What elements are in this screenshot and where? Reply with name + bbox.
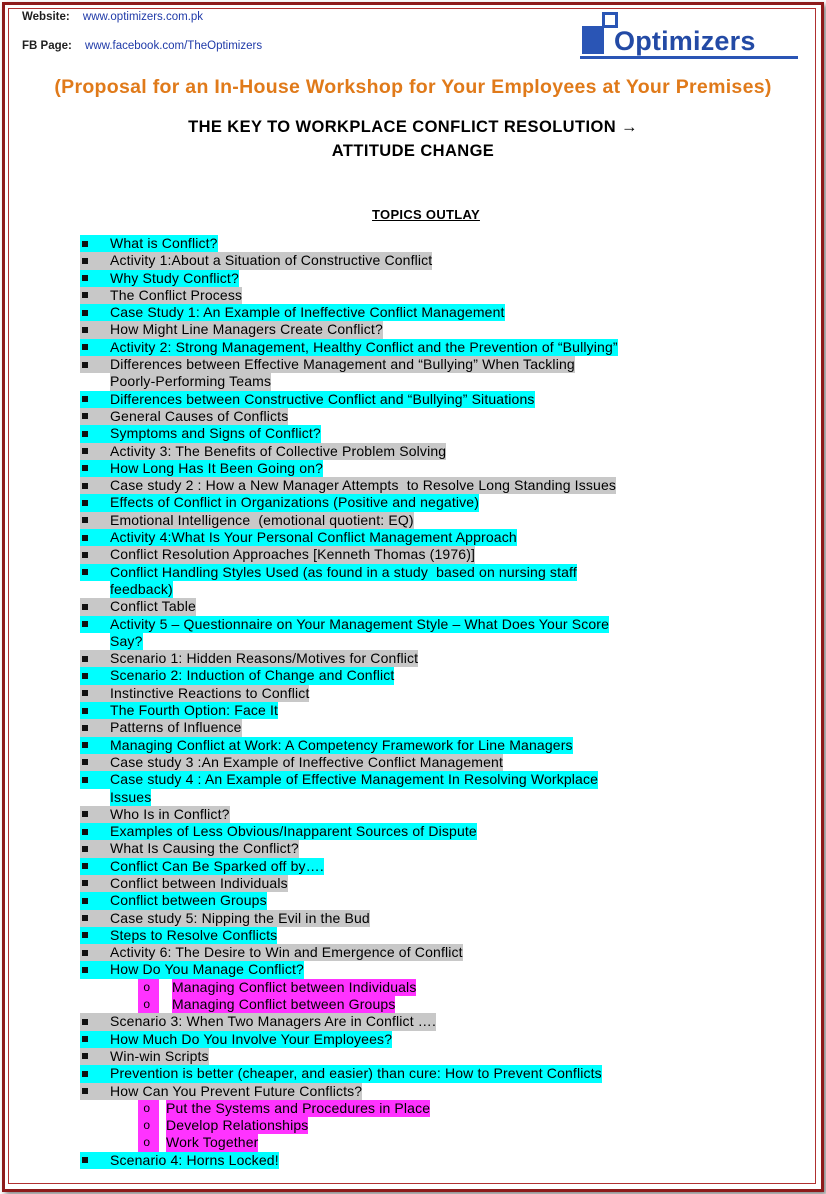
- topic-text: Case study 3 :An Example of Ineffective Conflict Management: [110, 753, 504, 770]
- topic-item: [80, 1031, 800, 1048]
- topic-text: How Much Do You Involve Your Employees?: [110, 1030, 393, 1047]
- square-bullet-icon: [82, 621, 88, 627]
- topic-text: Case Study 1: An Example of Ineffective Conflict Management: [110, 304, 505, 321]
- circle-bullet-icon: o: [138, 1100, 159, 1117]
- fb-page-label: FB Page:: [22, 40, 72, 52]
- topic-item: [80, 858, 800, 875]
- topic-item: [80, 1152, 800, 1169]
- square-bullet-icon: [82, 1157, 88, 1163]
- topic-item: [80, 339, 800, 356]
- square-bullet-icon: [82, 258, 88, 264]
- topic-item: [80, 754, 800, 771]
- topic-item: [80, 1065, 800, 1082]
- topic-item: [80, 304, 800, 321]
- square-bullet-icon: [82, 517, 88, 523]
- topic-item: [80, 408, 800, 425]
- square-bullet-icon: [82, 898, 88, 904]
- topic-text: Patterns of Influence: [110, 719, 242, 736]
- website-link[interactable]: www.optimizers.com.pk: [82, 11, 204, 23]
- topic-text: Scenario 4: Horns Locked!: [110, 1151, 279, 1168]
- logo-wordmark: Optimizers: [614, 26, 756, 56]
- square-bullet-icon: [82, 777, 88, 783]
- fb-page-line: [22, 40, 262, 52]
- topic-text: Case study 5: Nipping the Evil in the Bud: [110, 909, 370, 926]
- topic-text: Prevention is better (cheaper, and easier) than cure: How to Prevent Conflicts: [110, 1065, 602, 1082]
- title-line-2: ATTITUDE CHANGE: [331, 142, 495, 160]
- topic-item: [80, 823, 800, 840]
- square-bullet-icon: [82, 310, 88, 316]
- topic-item: [80, 667, 800, 684]
- topic-item: [80, 719, 800, 736]
- topic-item: [80, 927, 800, 944]
- subtopic-item: [80, 1117, 800, 1134]
- square-bullet-icon: [82, 932, 88, 938]
- optimizers-logo: [580, 12, 798, 62]
- topic-item: [80, 321, 800, 338]
- square-bullet-icon: [82, 327, 88, 333]
- logo-square-icon: [582, 26, 604, 54]
- topic-item: [80, 252, 800, 269]
- website-line: [22, 11, 203, 23]
- title-line-1: THE KEY TO WORKPLACE CONFLICT RESOLUTION →: [188, 118, 638, 136]
- square-bullet-icon: [82, 413, 88, 419]
- topic-text: Emotional Intelligence (emotional quotient: EQ): [110, 511, 414, 528]
- square-bullet-icon: [82, 725, 88, 731]
- topic-text: Who Is in Conflict?: [110, 805, 230, 822]
- topic-text: Activity 2: Strong Management, Healthy Conflict and the Prevention of “Bullying”: [110, 338, 618, 355]
- proposal-subtitle: (Proposal for an In-House Workshop for Your Employees at Your Premises): [54, 76, 772, 98]
- topic-text: Differences between Effective Management and “Bullying” When Tackling: [110, 356, 575, 373]
- subtopic-text: Develop Relationships: [166, 1117, 309, 1134]
- square-bullet-icon: [82, 967, 88, 973]
- topic-text: Scenario 3: When Two Managers Are in Conflict ….: [110, 1013, 436, 1030]
- topic-text-continued: Poorly-Performing Teams: [110, 373, 272, 390]
- square-bullet-icon: [82, 863, 88, 869]
- square-bullet-icon: [82, 759, 88, 765]
- topics-outlay-heading: TOPICS OUTLAY: [372, 207, 480, 222]
- topic-item: [80, 270, 800, 287]
- square-bullet-icon: [82, 1088, 88, 1094]
- circle-bullet-icon: o: [138, 996, 159, 1013]
- topic-text: Case study 4 : An Example of Effective Management In Resolving Workplace: [110, 771, 599, 788]
- topic-item: [80, 702, 800, 719]
- topic-item: [80, 616, 800, 651]
- subtopic-text: Managing Conflict between Groups: [172, 996, 396, 1013]
- topic-item: [80, 494, 800, 511]
- square-bullet-icon: [82, 483, 88, 489]
- square-bullet-icon: [82, 535, 88, 541]
- topic-text-continued: feedback): [110, 580, 173, 597]
- topic-text: Managing Conflict at Work: A Competency Framework for Line Managers: [110, 736, 573, 753]
- topic-text: How Can You Prevent Future Conflicts?: [110, 1082, 363, 1099]
- topic-text: Effects of Conflict in Organizations (Positive and negative): [110, 494, 480, 511]
- topic-item: [80, 1083, 800, 1100]
- circle-bullet-icon: o: [138, 979, 159, 996]
- website-label: Website:: [22, 11, 70, 23]
- topic-text: Conflict between Individuals: [110, 874, 288, 891]
- topic-text: Why Study Conflict?: [110, 269, 239, 286]
- topic-text: Conflict between Groups: [110, 892, 267, 909]
- topic-text: The Conflict Process: [110, 286, 243, 303]
- subtopic-text: Put the Systems and Procedures in Place: [166, 1099, 431, 1116]
- topic-text: Differences between Constructive Conflict and “Bullying” Situations: [110, 390, 535, 407]
- square-bullet-icon: [82, 396, 88, 402]
- topic-item: [80, 546, 800, 563]
- topic-item: [80, 737, 800, 754]
- topic-item: [80, 875, 800, 892]
- topic-text: Conflict Resolution Approaches [Kenneth Thomas (1976)]: [110, 546, 476, 563]
- square-bullet-icon: [82, 1053, 88, 1059]
- subtopic-item: [80, 996, 800, 1013]
- subtopic-item: [80, 1134, 800, 1151]
- topic-item: [80, 529, 800, 546]
- topic-text: Activity 1:About a Situation of Constructive Conflict: [110, 252, 433, 269]
- topic-text: How Long Has It Been Going on?: [110, 459, 324, 476]
- topic-item: [80, 425, 800, 442]
- topic-item: [80, 771, 800, 806]
- square-bullet-icon: [82, 656, 88, 662]
- square-bullet-icon: [82, 552, 88, 558]
- square-bullet-icon: [82, 811, 88, 817]
- topic-item: [80, 1048, 800, 1065]
- topic-text: Conflict Handling Styles Used (as found in a study based on nursing staff: [110, 563, 577, 580]
- square-bullet-icon: [82, 241, 88, 247]
- square-bullet-icon: [82, 673, 88, 679]
- topic-text: Examples of Less Obvious/Inapparent Sources of Dispute: [110, 823, 477, 840]
- topic-item: [80, 685, 800, 702]
- square-bullet-icon: [82, 950, 88, 956]
- topic-text-continued: Say?: [110, 632, 143, 649]
- topic-text: Scenario 1: Hidden Reasons/Motives for Conflict: [110, 650, 419, 667]
- topic-item: [80, 460, 800, 477]
- topic-item: [80, 391, 800, 408]
- topic-item: [80, 477, 800, 494]
- topic-text: Activity 5 – Questionnaire on Your Management Style – What Does Your Score: [110, 615, 610, 632]
- topic-item: [80, 512, 800, 529]
- topic-text: Symptoms and Signs of Conflict?: [110, 425, 321, 442]
- subtopic-text: Work Together: [166, 1134, 259, 1151]
- topic-item: [80, 356, 800, 391]
- square-bullet-icon: [82, 292, 88, 298]
- topics-list: [80, 235, 800, 1169]
- subtopic-item: [80, 1100, 800, 1117]
- square-bullet-icon: [82, 742, 88, 748]
- topic-item: [80, 840, 800, 857]
- square-bullet-icon: [82, 448, 88, 454]
- topic-item: [80, 235, 800, 252]
- topic-item: [80, 443, 800, 460]
- topic-text: How Might Line Managers Create Conflict?: [110, 321, 383, 338]
- square-bullet-icon: [82, 500, 88, 506]
- topic-text: Conflict Table: [110, 598, 196, 615]
- topic-text: What is Conflict?: [110, 235, 218, 251]
- subtopic-item: [80, 979, 800, 996]
- square-bullet-icon: [82, 465, 88, 471]
- topic-text: General Causes of Conflicts: [110, 407, 289, 424]
- square-bullet-icon: [82, 915, 88, 921]
- square-bullet-icon: [82, 1019, 88, 1025]
- topic-item: [80, 650, 800, 667]
- topic-item: [80, 944, 800, 961]
- square-bullet-icon: [82, 1036, 88, 1042]
- topic-text: Activity 4:What Is Your Personal Conflict Management Approach: [110, 529, 517, 546]
- topic-item: [80, 961, 800, 978]
- topic-text: Steps to Resolve Conflicts: [110, 926, 278, 943]
- circle-bullet-icon: o: [138, 1117, 159, 1134]
- topic-text-continued: Issues: [110, 788, 152, 805]
- square-bullet-icon: [82, 344, 88, 350]
- topic-text: How Do You Manage Conflict?: [110, 961, 304, 978]
- topic-item: [80, 910, 800, 927]
- fb-page-link[interactable]: www.facebook.com/TheOptimizers: [85, 40, 263, 52]
- topic-item: [80, 598, 800, 615]
- square-bullet-icon: [82, 1071, 88, 1077]
- square-bullet-icon: [82, 880, 88, 886]
- square-bullet-icon: [82, 708, 88, 714]
- square-bullet-icon: [82, 362, 88, 368]
- square-bullet-icon: [82, 690, 88, 696]
- square-bullet-icon: [82, 846, 88, 852]
- topic-text: The Fourth Option: Face It: [110, 702, 279, 719]
- square-bullet-icon: [82, 431, 88, 437]
- document-title: [0, 115, 826, 163]
- topic-item: [80, 287, 800, 304]
- square-bullet-icon: [82, 829, 88, 835]
- square-bullet-icon: [82, 604, 88, 610]
- circle-bullet-icon: o: [138, 1134, 159, 1151]
- topic-text: Conflict Can Be Sparked off by….: [110, 857, 324, 874]
- topic-text: Activity 6: The Desire to Win and Emergence of Conflict: [110, 944, 463, 961]
- topic-text: Instinctive Reactions to Conflict: [110, 684, 310, 701]
- topic-text: Win-win Scripts: [110, 1047, 209, 1064]
- square-bullet-icon: [82, 569, 88, 575]
- subtopic-text: Managing Conflict between Individuals: [172, 978, 417, 995]
- topic-text: Case study 2 : How a New Manager Attempts to Resolve Long Standing Issues: [110, 477, 617, 494]
- topic-text: Activity 3: The Benefits of Collective Problem Solving: [110, 442, 447, 459]
- topic-text: Scenario 2: Induction of Change and Conflict: [110, 667, 395, 684]
- topic-item: [80, 564, 800, 599]
- topic-item: [80, 892, 800, 909]
- square-bullet-icon: [82, 275, 88, 281]
- topic-item: [80, 1013, 800, 1030]
- logo-underline: [580, 56, 798, 59]
- topic-text: What Is Causing the Conflict?: [110, 840, 299, 857]
- topic-item: [80, 806, 800, 823]
